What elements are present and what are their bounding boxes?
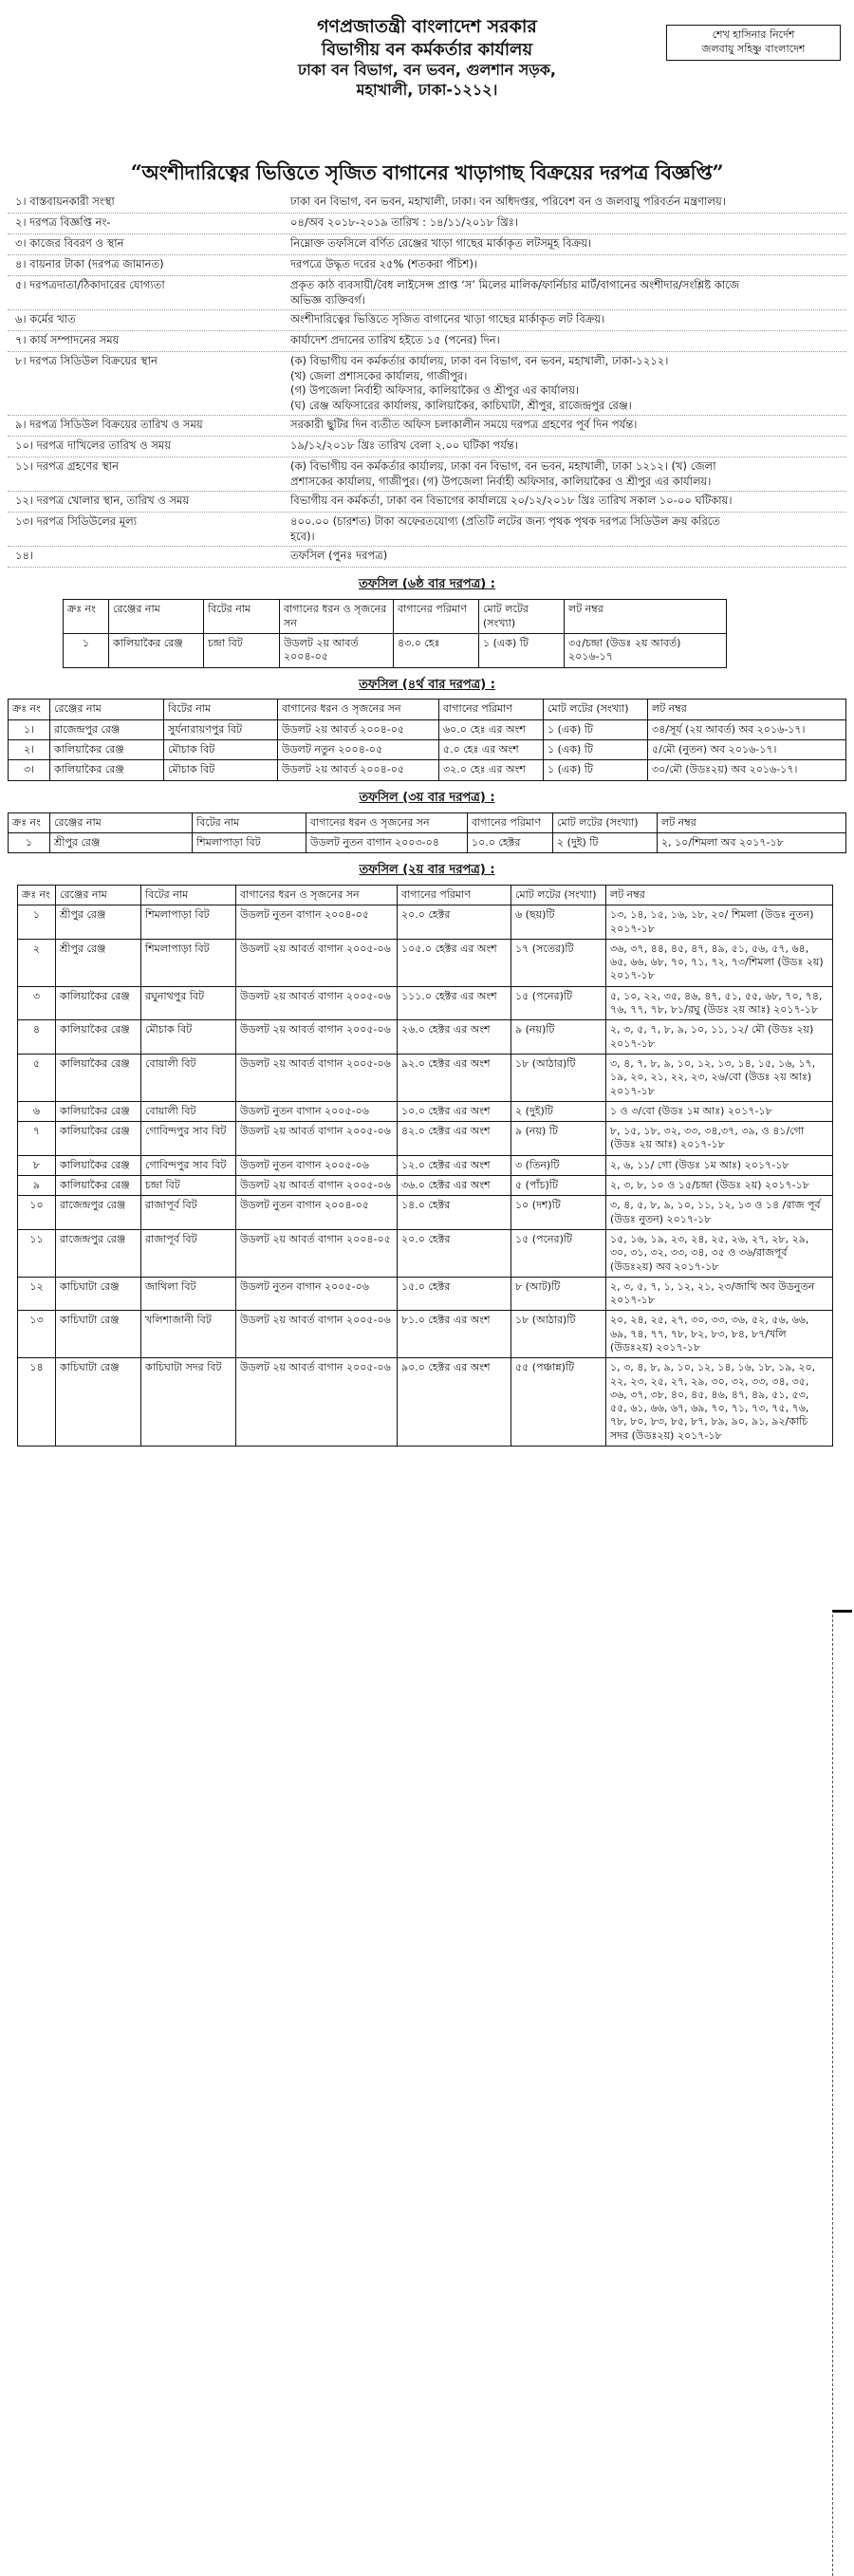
info-value-line: অভিজ্ঞ ব্যক্তিবর্গ। [290,292,365,307]
slogan-line-1: শেখ হাসিনার নির্দেশ [712,28,795,41]
table-row [18,1101,833,1121]
table-row [18,986,833,1020]
table-cell: উডলট নুতন বাগান ২০০৫-০৬ [236,1155,398,1175]
column-header: বাগানের ধরন ও সৃজনের সন [236,885,398,905]
table-cell: ৩, ৪, ৫, ৮, ৯, ১০, ১১, ১২, ১৩ ও ১৪ /রাজ পূর্ব (উডঃ নুতন) ২০১৭-১৮ [606,1196,833,1230]
info-key: ৮। দরপত্র সিডিউল বিক্রয়ের স্থান [15,354,158,368]
table-cell: ১৩, ১৪, ১৫, ১৬, ১৮, ২০/ শিমলা (উডঃ নুতন) ২০১৭-১৮ [606,905,833,940]
column-header: রেঞ্জের নাম [50,812,193,832]
table-cell: ১০ (দশ)টি [511,1196,606,1230]
table-cell: শিমলাপাড়া বিট [141,905,236,940]
table4-caption: তফসিল (২য় বার দরপত্র) : [359,863,495,878]
table-cell: ৫.০ হেঃ এর অংশ [439,740,544,760]
table-cell: ৫, ১০, ২২, ৩৫, ৪৬, ৪৭, ৫১, ৫৫, ৬৮, ৭০, ৭৪, ৭৬, ৭৭, ৭৮, ৮১/রঘু (উডঃ ২য় আঃ) ২০১৭-১৮ [606,986,833,1020]
table-row [18,1229,833,1277]
table-cell: ১০৫.০ হেক্টর এর অংশ [398,939,511,986]
table-cell: রাজেন্দ্রপুর রেঞ্জ [56,1229,141,1277]
table-cell: ৮১.০ হেক্টর এর অংশ [398,1311,511,1358]
table-cell: ৬ [18,1101,56,1121]
table-cell: ৩। [9,760,50,780]
table-cell: ৯০.০ হেক্টর এর অংশ [398,1358,511,1447]
info-row [8,214,846,234]
table-cell: উডলট ২য় আবর্ত ২০০৪-০৫ [280,633,394,667]
info-value-line: বিভাগীয় বন কর্মকর্তা, ঢাকা বন বিভাগের কার্যালয়ে ২০/১২/২০১৮ খ্রিঃ তারিখ সকাল ১০-০০ ঘটিকায়। [290,494,733,508]
info-row [8,193,846,214]
table-cell: ৩৬.০ হেক্টর এর অংশ [398,1176,511,1196]
info-value [290,236,846,252]
table-row [18,1176,833,1196]
info-value-line: প্রশাসকের কার্যালয়, গাজীপুর। (গ) উপজেলা নির্বাহী অফিসার, কালিয়াকৈর ও শ্রীপুর এর কার্যালয়। [290,474,712,488]
column-header: মোট লটের (সংখ্যা) [544,700,648,719]
info-value-line: হবে)। [290,529,315,543]
table-cell: ১৮ (আঠার)টি [511,1054,606,1101]
info-row [8,276,846,310]
table-cell: রাজাপূর্ব বিট [141,1196,236,1230]
table-row [18,1358,833,1447]
info-value-line: (গ) উপজেলা নির্বাহী অফিসার, কালিয়াকৈর ও শ্রীপুর এর কার্যালয়। [290,383,580,398]
table-cell: ২০.০ হেক্টর [398,905,511,940]
info-value-line: (ক) বিভাগীয় বন কর্মকর্তার কার্যালয়, ঢাকা বন বিভাগ, বন ভবন, মহাখালী, ঢাকা-১২১২। [290,354,669,368]
info-value [290,459,846,489]
info-row [8,234,846,255]
table-cell: ৫ [18,1054,56,1101]
table-cell: ২ (দুই)টি [511,1101,606,1121]
table-row [18,1054,833,1101]
column-header: লট নম্বর [648,700,846,719]
column-header: বাগানের পরিমাণ [439,700,544,719]
office-address: ঢাকা বন বিভাগ, বন ভবন, গুলশান সড়ক, [298,61,556,80]
table-cell: ৮, ১৫, ১৮, ৩২, ৩৩, ৩৪,৩৭, ৩৯, ও ৪১/গো (উডঃ ২য় আঃ) ২০১৭-১৮ [606,1122,833,1156]
table-row [9,832,846,852]
column-header: রেঞ্জের নাম [109,600,204,634]
table-cell: গোবিন্দপুর সাব বিট [141,1122,236,1156]
column-header: বাগানের পরিমাণ [394,600,479,634]
table-row [64,633,727,667]
table-cell: খলিশাজানী বিট [141,1311,236,1358]
slogan-line-2: জলবায়ু সহিষ্ণু বাংলাদেশ [701,42,806,55]
table-cell: ২৬.০ হেক্টর এর অংশ [398,1020,511,1055]
info-value [290,354,846,413]
info-value-line: অংশীদারিত্বের ভিত্তিতে সৃজিত বাগানের খাড়া গাছের মার্কাকৃত লট বিক্রয়। [290,312,605,327]
table-cell: ৩ (তিন)টি [511,1155,606,1175]
info-row [8,416,846,437]
table2-caption: তফসিল (৪র্থ বার দরপত্র) : [359,677,495,692]
table-cell: ১০.০ হেক্টর এর অংশ [398,1101,511,1121]
table-cell: ৬ (ছয়)টি [511,905,606,940]
info-key: ৭। কার্য সম্পাদনের সময় [15,333,120,347]
info-value [290,215,846,231]
info-value-line: ১৯/১২/২০১৮ খ্রিঃ তারিখ বেলা ২.০০ ঘটিকা পর্যন্ত। [290,439,519,453]
table-cell: ৯২.০ হেক্টর এর অংশ [398,1054,511,1101]
table-cell: ১১১.০ হেক্টর এর অংশ [398,986,511,1020]
info-row [8,352,846,416]
table-cell: ৪ [18,1020,56,1055]
table-cell: কাচিঘাটা রেঞ্জ [56,1311,141,1358]
table-cell: উডলট ২য় আবর্ত বাগান ২০০৫-০৬ [236,986,398,1020]
table-cell: চন্দ্রা বিট [141,1176,236,1196]
table-cell: শ্রীপুর রেঞ্জ [56,905,141,940]
table-cell: উডলট ২য় আবর্ত বাগান ২০০৫-০৬ [236,1358,398,1447]
table-cell: ১ (এক) টি [479,633,565,667]
column-header: ক্রঃ নং [64,600,109,634]
info-value-line: (খ) জেলা প্রশাসকের কার্যালয়, গাজীপুর। [290,368,468,383]
table-cell: শিমলাপাড়া বিট [141,939,236,986]
table-cell: ৯ (নয়)টি [511,1020,606,1055]
table-cell: মৌচাক বিট [141,1020,236,1055]
table-cell: ১ ও ৩/বো (উডঃ ১ম আঃ) ২০১৭-১৮ [606,1101,833,1121]
table-row [18,1277,833,1311]
info-key: ৬। কর্মের খাত [15,312,76,327]
table-cell: ২, ৩, ৫, ৭, ৮, ৯, ১০, ১১, ১২/ মৌ (উডঃ ২য়) ২০১৭-১৮ [606,1020,833,1055]
table-cell: ৩ [18,986,56,1020]
table-cell: উডলট নুতন বাগান ২০০৩-০৪ [306,832,468,852]
info-value-line: ০৪/অব ২০১৮-২০১৯ তারিখ : ১৪/১১/২০১৮ খ্রিঃ। [290,215,518,230]
table-cell: কালিয়াকৈর রেঞ্জ [56,1155,141,1175]
table-cell: উডলট ২য় আবর্ত বাগান ২০০৫-০৬ [236,1311,398,1358]
info-row [8,457,846,492]
column-header: বিটের নাম [193,812,306,832]
info-value [290,514,846,544]
table-cell: উডলট ২য় আবর্ত ২০০৪-০৫ [278,719,439,739]
table-cell: ১৫ (পনের)টি [511,1229,606,1277]
table-header-row [9,700,846,719]
table-cell: ২ (দুই) টি [553,832,658,852]
table-cell: ১২ [18,1277,56,1311]
table-cell: কালিয়াকৈর রেঞ্জ [56,1020,141,1055]
notice-page [8,6,846,1447]
info-row [8,255,846,276]
info-row [8,492,846,513]
table-row [18,1311,833,1358]
column-header: বাগানের পরিমাণ [398,885,511,905]
table-cell: ১২.০ হেক্টর এর অংশ [398,1155,511,1175]
table-cell: উডলট ২য় আবর্ত বাগান ২০০৫-০৬ [236,1020,398,1055]
table-cell: কালিয়াকৈর রেঞ্জ [56,1101,141,1121]
table-cell: ২, ৩, ৫, ৭, ১, ১২, ২১, ২৩/জাথি অব উডনুতন ২০১৭-১৮ [606,1277,833,1311]
table-cell: গোবিন্দপুর সাব বিট [141,1155,236,1175]
table-cell: ১ [9,832,50,852]
column-header: বাগানের পরিমাণ [468,812,553,832]
table-cell: ৩২.০ হেঃ এর অংশ [439,760,544,780]
table-cell: ৭ [18,1122,56,1156]
info-value-line: সরকারী ছুটির দিন ব্যতীত অফিস চলাকালীন সময়ে দরপত্র গ্রহণের পূর্ব দিন পর্যন্ত। [290,418,638,432]
info-value [290,257,846,272]
table-cell: মৌচাক বিট [164,760,278,780]
schedule-table-2nd [17,885,833,1447]
table-cell: ৯ [18,1176,56,1196]
table-cell: কাচিঘাটা সদর বিট [141,1358,236,1447]
table-cell: ১৫.০ হেক্টর [398,1277,511,1311]
info-row [8,437,846,457]
table1-caption: তফসিল (৬ষ্ঠ বার দরপত্র) : [359,577,495,592]
table-cell: ৪৩.০ হেঃ [394,633,479,667]
table-row [18,1122,833,1156]
table-cell: কাচিঘাটা রেঞ্জ [56,1358,141,1447]
column-header: বাগানের ধরন ও সৃজনের সন [306,812,468,832]
table-cell: ২০.০ হেক্টর [398,1229,511,1277]
table-cell: জাথিলা বিট [141,1277,236,1311]
notice-title: “অংশীদারিত্বের ভিত্তিতে সৃজিত বাগানের খাড়াগাছ বিক্রয়ের দরপত্র বিজ্ঞপ্তি” [130,160,724,184]
info-value-line: নিম্নোক্ত তফসিলে বর্ণিত রেঞ্জের খাড়া গাছের মার্কাকৃত লটসমূহ বিক্রয়। [290,236,592,251]
schedule-table-4th [8,699,846,780]
info-value-line: দরপত্রে উদ্ধৃত দরের ২৫% (শতকরা পঁচিশ)। [290,257,478,271]
table-cell: কালিয়াকৈর রেঞ্জ [56,986,141,1020]
info-key: ১৩। দরপত্র সিডিউলের মূল্য [15,514,138,529]
table-row [9,719,846,739]
table-cell: উডলট ২য় আবর্ত বাগান ২০০৫-০৬ [236,1054,398,1101]
column-header: ক্রঃ নং [9,700,50,719]
info-key: ৪। বায়নার টাকা (দরপত্র জামানত) [15,257,164,271]
info-key: ৯। দরপত্র সিডিউল বিক্রয়ের তারিখ ও সময় [15,418,203,432]
table-cell: সুর্যনারায়ণপুর বিট [164,719,278,739]
schedule-table-3rd [8,812,846,854]
table-cell: উডলট ২য় আবর্ত বাগান ২০০৫-০৬ [236,1176,398,1196]
table-header-row [64,600,727,634]
info-key: ২। দরপত্র বিজ্ঞপ্তি নং- [15,215,111,230]
info-key: ৩। কাজের বিবরণ ও স্থান [15,236,124,251]
column-header: মোট লটের (সংখ্যা) [511,885,606,905]
table-cell: শিমলাপাড়া বিট [193,832,306,852]
info-value [290,439,846,454]
notice-info-list [8,193,846,568]
table-cell: চন্দ্রা বিট [204,633,280,667]
office-name: বিভাগীয় বন কর্মকর্তার কার্যালয় [321,39,533,60]
column-header: লট নম্বর [606,885,833,905]
table-cell: উডলট নুতন বাগান ২০০৫-০৬ [236,1277,398,1311]
info-value [290,549,846,564]
info-value-line: তফসিল (পুনঃ দরপত্র) [290,549,388,563]
table-cell: ২ [18,939,56,986]
table-cell: উডলট নুতন বাগান ২০০৫-০৬ [236,1101,398,1121]
info-key: ১২। দরপত্র খোলার স্থান, তারিখ ও সময় [15,494,190,508]
info-row [8,547,846,568]
table-cell: ১৮ (আঠার)টি [511,1311,606,1358]
table-cell: কালিয়াকৈর রেঞ্জ [56,1122,141,1156]
column-header: লট নম্বর [565,600,727,634]
table-cell: শ্রীপুর রেঞ্জ [50,832,193,852]
column-header: বিটের নাম [204,600,280,634]
table-cell: কালিয়াকৈর রেঞ্জ [109,633,204,667]
table-cell: উডলট ২য় আবর্ত বাগান ২০০৫-০৬ [236,1122,398,1156]
table-cell: রাজাপূর্ব বিট [141,1229,236,1277]
table-row [18,905,833,940]
table-cell: ৪২.০ হেক্টর এর অংশ [398,1122,511,1156]
table-cell: ৯ (নয়) টি [511,1122,606,1156]
table-cell: ১ (এক) টি [544,760,648,780]
table-cell: ১৪ [18,1358,56,1447]
table-cell: রঘুনাথপুর বিট [141,986,236,1020]
table-header-row [9,812,846,832]
column-header: বাগানের ধরন ও সৃজনের সন [280,600,394,634]
table-cell: ১ (এক) টি [544,719,648,739]
table-cell: ৫ (পাঁচ)টি [511,1176,606,1196]
table-row [9,740,846,760]
table-cell: ১০.০ হেক্টর [468,832,553,852]
table-cell: ১৫ (পনের)টি [511,986,606,1020]
table-cell: উডলট নুতন বাগান ২০০৪-০৫ [236,1196,398,1230]
table-cell: ৫৫ (পঞ্চান্ন)টি [511,1358,606,1447]
table-cell: ১ (এক) টি [544,740,648,760]
table-cell: ২০, ২৪, ২৫, ২৭, ৩০, ৩৩, ৩৬, ৫২, ৫৬, ৬৬, ৬৯, ৭৪, ৭৭, ৭৮, ৮২, ৮৩, ৮৪, ৮৭/খলি (উডঃ২য়) ২০১৭-১৮ [606,1311,833,1358]
table-cell: উডলট ২য় আবর্ত বাগান ২০০৪-০৫ [236,1229,398,1277]
info-value-line: কার্যাদেশ প্রদানের তারিখ হইতে ১৫ (পনের) দিন। [290,333,500,347]
info-key: ১। বাস্তবায়নকারী সংস্থা [15,195,115,209]
table-cell: ১৪.০ হেক্টর [398,1196,511,1230]
info-key: ১৪। [15,549,34,563]
info-value [290,333,846,348]
table-cell: ১। [9,719,50,739]
table-cell: রাজেন্দ্রপুর রেঞ্জ [56,1196,141,1230]
table-cell: বোয়ালী বিট [141,1101,236,1121]
slogan-box [666,25,841,61]
table-cell: মৌচাক বিট [164,740,278,760]
table-cell: উডলট নুতন বাগান ২০০৪-০৫ [236,905,398,940]
table-cell: ২, ৩, ৮, ১০ ও ১৫/চন্দ্রা (উডঃ ২য়) ২০১৭-১৮ [606,1176,833,1196]
table-cell: ২, ৬, ১১/ গো (উডঃ ১ম আঃ) ২০১৭-১৮ [606,1155,833,1175]
info-row [8,513,846,547]
table-cell: কালিয়াকৈর রেঞ্জ [56,1054,141,1101]
info-value [290,418,846,433]
office-header [8,15,846,158]
info-value-line: ঢাকা বন বিভাগ, বন ভবন, মহাখালী, ঢাকা। বন অধিদপ্তর, পরিবেশ বন ও জলবায়ু পরিবর্তন মন্ত্রণালয়। [290,195,726,209]
table-cell: বোয়ালী বিট [141,1054,236,1101]
column-header: মোট লটের (সংখ্যা) [479,600,565,634]
info-value-line: ৪০০.০০ (চারশত) টাকা অফেরতযোগ্য (প্রতিটি লটের জন্য পৃথক পৃথক দরপত্র সিডিউল ক্রয় করিতে [290,514,721,529]
table-cell: কালিয়াকৈর রেঞ্জ [56,1176,141,1196]
table-cell: ৮ [18,1155,56,1175]
table-cell: ১৫, ১৬, ১৯, ২৩, ২৪, ২৫, ২৬, ২৭, ২৮, ২৯, ৩০, ৩১, ৩২, ৩৩, ৩৪, ৩৫ ও ৩৬/রাজপূর্ব (উডঃ২য়) অব ২০১৭-১৮ [606,1229,833,1277]
table-cell: ৫/মৌ (নুতন) অব ২০১৬-১৭। [648,740,846,760]
table-header-row [18,885,833,905]
info-value [290,195,846,210]
info-value-line: প্রকৃত কাঠ ব্যবসায়ী/বৈধ লাইসেন্স প্রাপ্ত ‘স’ মিলের মালিক/ফার্নিচার মার্ট/বাগানের অংশীদার/সংশ্লিষ্ট কাজে [290,278,740,292]
info-key: ১১। দরপত্র গ্রহণের স্থান [15,459,119,474]
table-row [18,1020,833,1055]
table-cell: কালিয়াকৈর রেঞ্জ [50,740,164,760]
table-cell: উডলট ২য় আবর্ত বাগান ২০০৫-০৬ [236,939,398,986]
table-row [9,760,846,780]
table-cell: কালিয়াকৈর রেঞ্জ [50,760,164,780]
govt-name: গণপ্রজাতন্ত্রী বাংলাদেশ সরকার [317,16,537,37]
column-header: লট নম্বর [658,812,846,832]
column-header: বাগানের ধরন ও সৃজনের সন [278,700,439,719]
column-header: রেঞ্জের নাম [56,885,141,905]
table-row [18,1196,833,1230]
column-header: বিটের নাম [164,700,278,719]
table-cell: উডলট নতুন ২০০৪-০৫ [278,740,439,760]
table-cell: ৩০/মৌ (উডঃ২য়) অব ২০১৬-১৭। [648,760,846,780]
table3-caption: তফসিল (৩য় বার দরপত্র) : [359,790,495,805]
table-cell: ৩৬, ৩৭, ৪৪, ৪৫, ৪৭, ৪৯, ৫১, ৫৬, ৫৭, ৬৪, ৬৫, ৬৬, ৬৮, ৭০, ৭১, ৭২, ৭৩/শিমলা (উডঃ ২য়) ২০১৭-১৮ [606,939,833,986]
column-header: রেঞ্জের নাম [50,700,164,719]
info-value [290,278,846,308]
table-row [18,939,833,986]
info-value [290,494,846,509]
table-cell: ১৩ [18,1311,56,1358]
table-cell: ১১ [18,1229,56,1277]
info-key: ১০। দরপত্র দাখিলের তারিখ ও সময় [15,439,172,453]
schedule-table-6th [63,599,727,667]
table-cell: ১ [64,633,109,667]
table-cell: কাচিঘাটা রেঞ্জ [56,1277,141,1311]
info-value [290,312,846,327]
page-edge-divider [832,1610,852,2576]
table-cell: ১, ৩, ৪, ৮, ৯, ১০, ১২, ১৪, ১৬, ১৮, ১৯, ২০, ২২, ২৩, ২৫, ২৭, ২৯, ৩০, ৩২, ৩৩, ৩৪, ৩৫, ৩৬, ৩৭, ৩৮, ৪০, ৪৫, ৪৬, ৪৭, ৪৯, ৫১, ৫৩, ৫৫, ৬১, ৬৬, ৬৭, ৬৯, ৭০, ৭১, ৭৩, ৭৫, ৭৬, ৭৮, ৮০, ৮৩, ৮৫, ৮৭, ৮৯, ৯০, ৯১, ৯২/কাচি সদর (উডঃ২য়) ২০১৭-১৮ [606,1358,833,1447]
table-cell: ৩৫/চন্দ্রা (উডঃ ২য় আবর্ত) ২০১৬-১৭ [565,633,727,667]
info-value-line: (ঘ) রেঞ্জ অফিসারের কার্যালয়, কালিয়াকৈর, কাচিঘাটা, শ্রীপুর, রাজেন্দ্রপুর রেঞ্জ। [290,398,632,412]
info-row [8,310,846,331]
column-header: ক্রঃ নং [18,885,56,905]
table-cell: ১৭ (সতের)টি [511,939,606,986]
table-cell: ৩, ৪, ৭, ৮, ৯, ১০, ১২, ১৩, ১৪, ১৫, ১৬, ১৭, ১৯, ২০, ২১, ২২, ২৩, ২৬/বো (উডঃ ২য় আঃ) ২০১৭-১৮ [606,1054,833,1101]
info-key: ৫। দরপত্রদাতা/ঠিকাদারের যোগ্যতা [15,278,165,292]
table-cell: ২। [9,740,50,760]
table-cell: রাজেন্দ্রপুর রেঞ্জ [50,719,164,739]
column-header: বিটের নাম [141,885,236,905]
table-cell: ১ [18,905,56,940]
table-cell: ১০ [18,1196,56,1230]
table-cell: ২, ১০/শিমলা অব ২০১৭-১৮ [658,832,846,852]
column-header: ক্রঃ নং [9,812,50,832]
table-cell: ৮ (আট)টি [511,1277,606,1311]
office-city: মহাখালী, ঢাকা-১২১২। [356,80,498,99]
column-header: মোট লটের (সংখ্যা) [553,812,658,832]
table-cell: শ্রীপুর রেঞ্জ [56,939,141,986]
table-cell: ৩৪/সূর্য (২য় আবর্ত) অব ২০১৬-১৭। [648,719,846,739]
table-cell: ৬০.০ হেঃ এর অংশ [439,719,544,739]
table-row [18,1155,833,1175]
info-row [8,331,846,352]
info-value-line: (ক) বিভাগীয় বন কর্মকর্তার কার্যালয়, ঢাকা বন বিভাগ, বন ভবন, মহাখালী, ঢাকা ১২১২। (খ) জেলা [290,459,716,474]
table-cell: উডলট ২য় আবর্ত ২০০৪-০৫ [278,760,439,780]
